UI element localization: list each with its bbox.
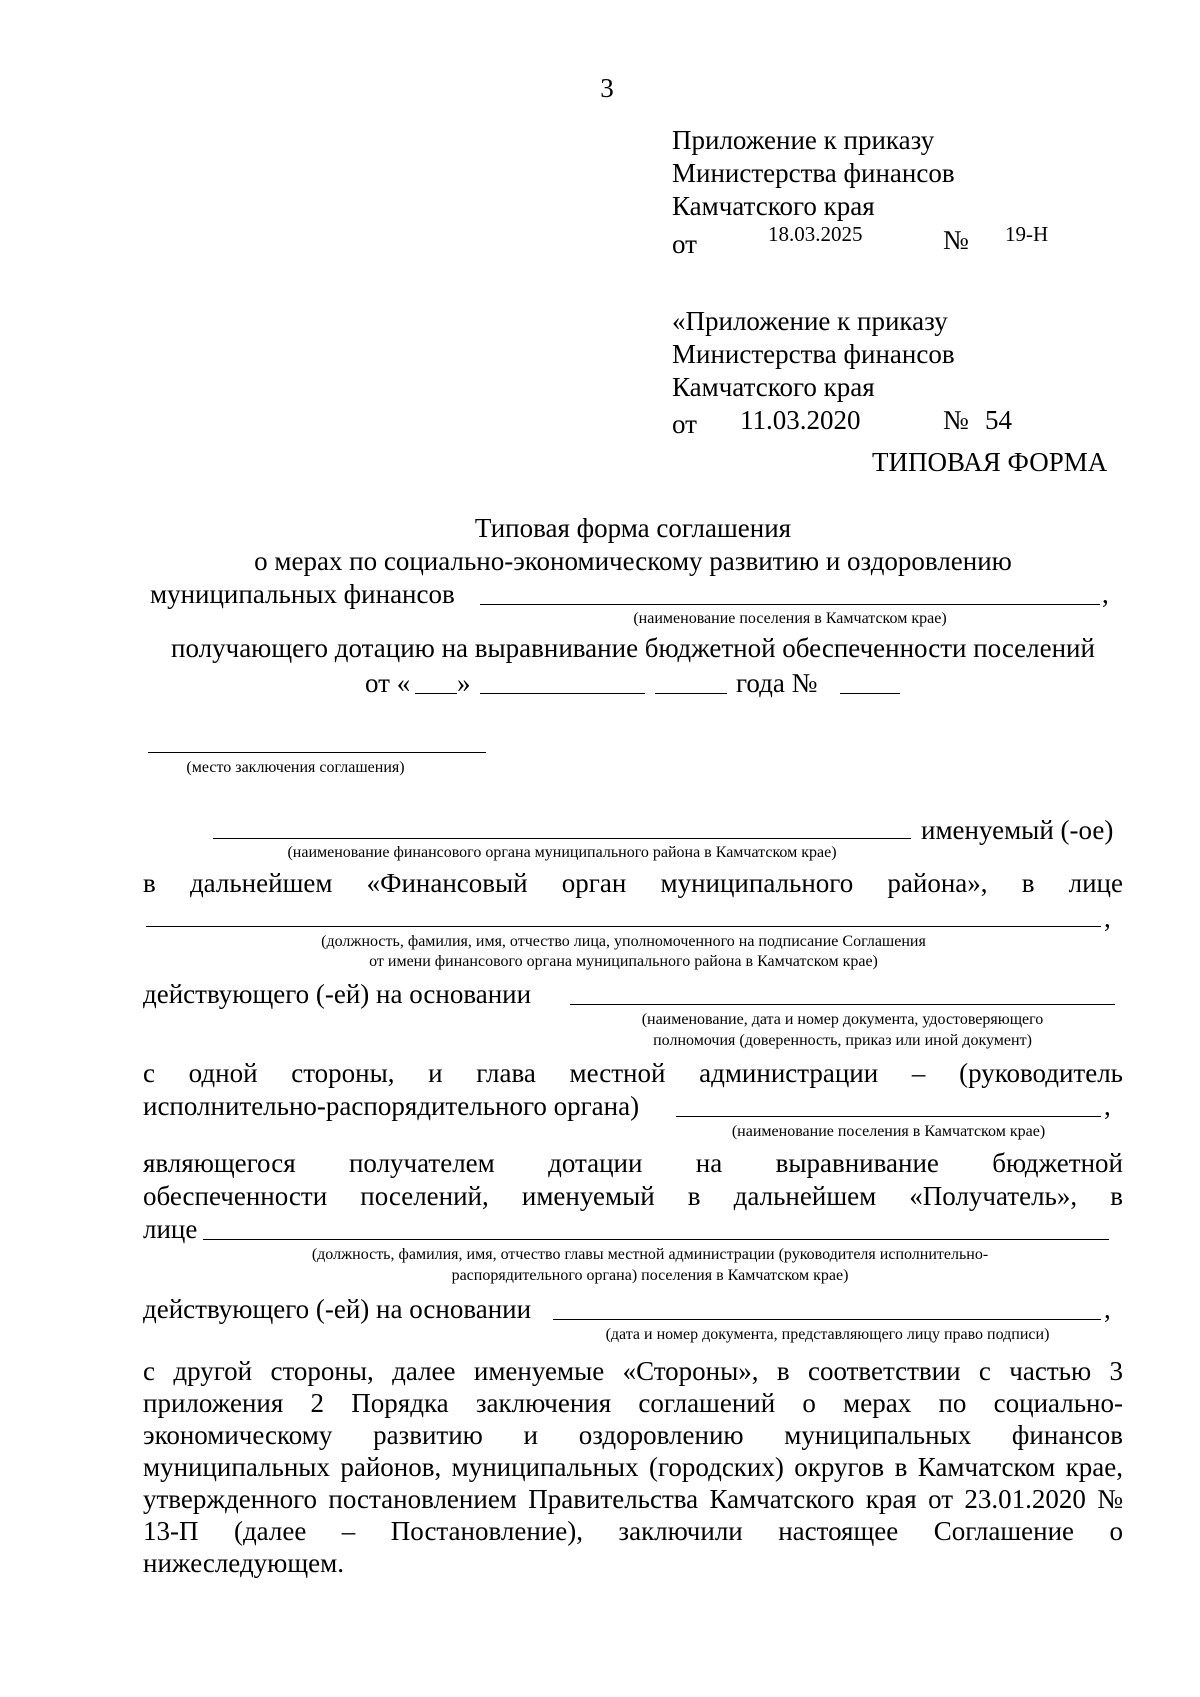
head-name-line xyxy=(203,1239,1109,1240)
caption-sign-doc: (дата и номер документа, представляющего лицу право подписи) xyxy=(605,1326,1050,1343)
acting-basis-2: действующего (-ей) на основании xyxy=(143,1294,532,1324)
title-line3-comma: , xyxy=(1102,579,1109,609)
final-paragraph: с другой стороны, далее именуемые «Стороны», в соответствии с частью 3 приложения 2 Порядка заключения соглашений о мерах по социально-экономическому развитию и оздоровлению муниципальных финансов муниципальных районов, муниципальных (городских) округов в Камчатском крае, утвержденного постановлением Правительства Камчатского края от 23.01.2020 № 13-П (далее – Постановление), заключили настоящее Соглашение о нижеследующем. xyxy=(143,1356,1123,1578)
date-day-line xyxy=(415,693,457,694)
title-date-quote: » xyxy=(457,668,471,698)
appendix-old-line3: Камчатского края xyxy=(672,372,875,402)
appendix-old-from-label: от xyxy=(672,409,697,439)
title-line3: муниципальных финансов xyxy=(150,579,455,609)
appendix-current-line2: Министерства финансов xyxy=(672,158,955,188)
caption-doc-1: (наименование, дата и номер документа, удостоверяющего xyxy=(641,1011,1044,1028)
title-line1: Типовая форма соглашения xyxy=(474,513,792,543)
sign-doc-line xyxy=(553,1319,1101,1320)
title-year-number: года № xyxy=(736,668,818,698)
official-comma: , xyxy=(1104,903,1111,933)
page-number: 3 xyxy=(600,73,614,103)
date-month-line xyxy=(480,693,645,694)
official-name-line xyxy=(146,926,1101,927)
caption-doc-2: полномочия (доверенность, приказ или иной документ) xyxy=(653,1032,1032,1049)
title-line2: о мерах по социально-экономическому развитию и оздоровлению xyxy=(254,546,1012,576)
caption-head-2: распорядительного органа) поселения в Камчатском крае) xyxy=(451,1267,849,1284)
line-person: лице xyxy=(143,1214,198,1244)
appendix-current-from-label: от xyxy=(672,229,697,259)
caption-official-2: от имени финансового органа муниципального района в Камчатском крае) xyxy=(369,953,878,970)
date-year-line xyxy=(655,693,727,694)
appendix-current-date: 18.03.2025 xyxy=(768,222,863,246)
agreement-number-line xyxy=(840,693,900,694)
exec-settlement-line xyxy=(676,1116,1101,1117)
line-exec-org: исполнительно-распорядительного органа) xyxy=(143,1091,640,1121)
appendix-old-line2: Министерства финансов xyxy=(672,339,955,369)
caption-fin-org: (наименование финансового органа муниципального района в Камчатском крае) xyxy=(287,844,837,861)
settlement-name-line xyxy=(480,604,1100,605)
named-suffix: именуемый (-ое) xyxy=(921,815,1114,845)
appendix-old-line1: «Приложение к приказу xyxy=(672,306,948,336)
sign-doc-comma: , xyxy=(1104,1294,1111,1324)
form-type-label: ТИПОВАЯ ФОРМА xyxy=(872,447,1108,477)
acting-basis: действующего (-ей) на основании xyxy=(143,979,532,1009)
caption-head-1: (должность, фамилия, имя, отчество главы местной администрации (руководителя исполнительно- xyxy=(311,1246,989,1263)
exec-comma: , xyxy=(1104,1091,1111,1121)
title-date-from: от « xyxy=(365,668,411,698)
place-line xyxy=(148,752,486,753)
caption-official-1: (должность, фамилия, имя, отчество лица, уполномоченного на подписание Соглашения xyxy=(321,933,926,950)
appendix-old-num-label: № xyxy=(943,405,969,435)
appendix-current-number: 19-Н xyxy=(1005,222,1049,246)
caption-settlement-title: (наименование поселения в Камчатском крае) xyxy=(633,610,947,627)
appendix-current-line1: Приложение к приказу xyxy=(672,125,935,155)
appendix-current-num-label: № xyxy=(943,225,969,255)
appendix-old-number: 54 xyxy=(985,405,1012,435)
line-recipient-1: являющегося получателем дотации на выравнивание бюджетной xyxy=(143,1148,1123,1178)
line-fin-org: в дальнейшем «Финансовый орган муниципального района», в лице xyxy=(143,868,1123,898)
title-line4: получающего дотацию на выравнивание бюджетной обеспеченности поселений xyxy=(171,633,1095,663)
appendix-old-date: 11.03.2020 xyxy=(740,405,861,435)
basis-doc-line xyxy=(570,1004,1115,1005)
line-recipient-2: обеспеченности поселений, именуемый в дальнейшем «Получатель», в xyxy=(143,1181,1123,1211)
line-one-side: с одной стороны, и глава местной администрации – (руководитель xyxy=(143,1058,1123,1088)
fin-org-name-line xyxy=(213,838,911,839)
caption-place: (место заключения соглашения) xyxy=(186,759,405,776)
caption-settlement-body: (наименование поселения в Камчатском крае) xyxy=(731,1123,1046,1140)
appendix-current-line3: Камчатского края xyxy=(672,191,875,221)
